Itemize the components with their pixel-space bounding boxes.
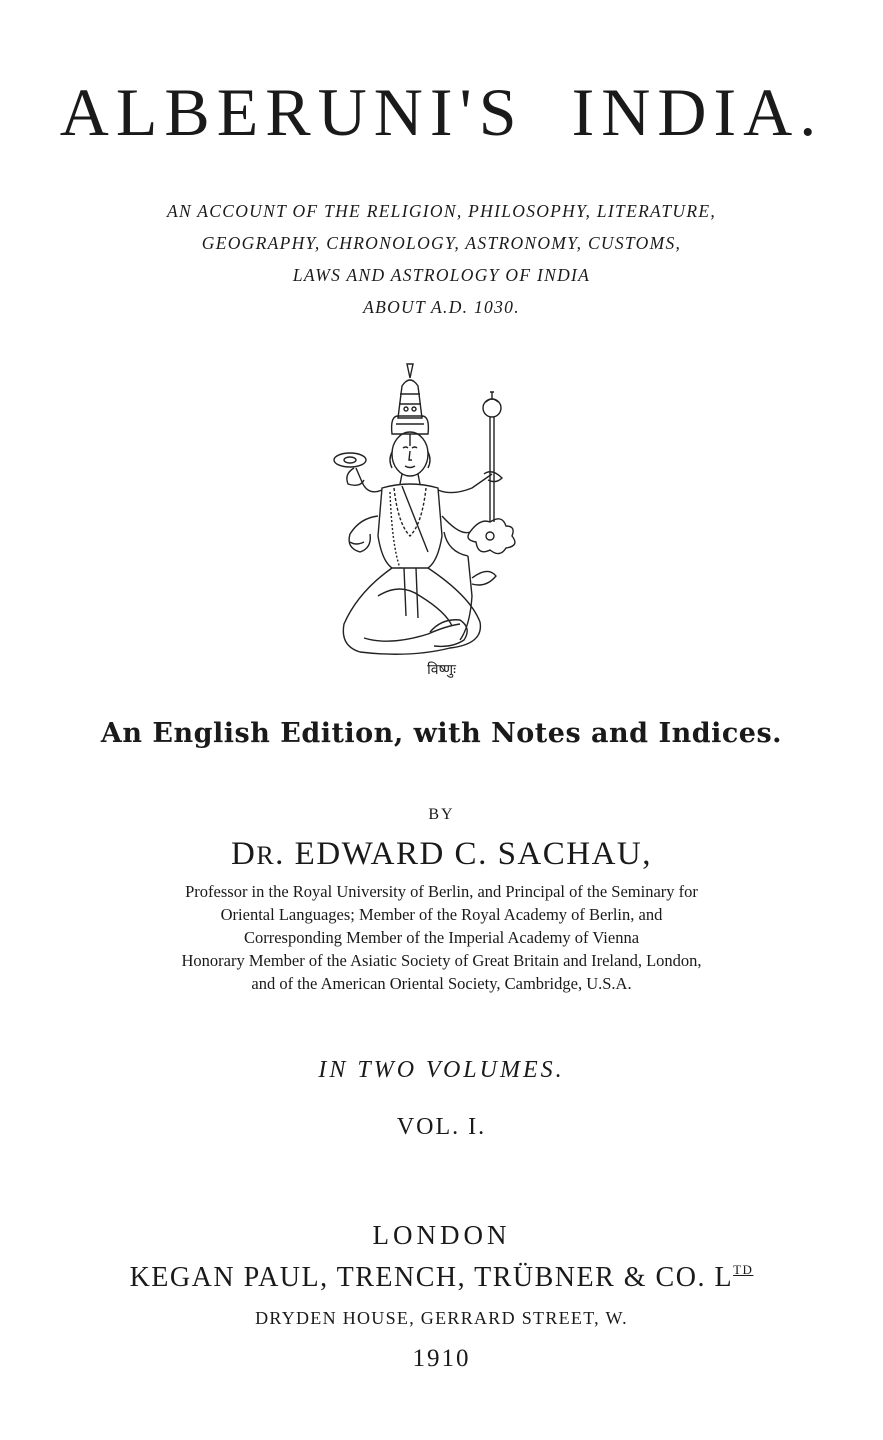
title-word-alberunis: ALBERUNI'S bbox=[59, 74, 524, 150]
subtitle-line-3: LAWS AND ASTROLOGY OF INDIA bbox=[292, 265, 591, 285]
volume-number: VOL. I. bbox=[396, 1114, 487, 1140]
subtitle-line-2: GEOGRAPHY, CHRONOLOGY, ASTRONOMY, CUSTOMS, bbox=[201, 233, 682, 253]
book-title bbox=[0, 72, 883, 152]
author-prefix-r: R bbox=[256, 841, 276, 870]
illustration-caption: विष्णुः bbox=[427, 662, 456, 678]
publisher-suffix: TD bbox=[733, 1262, 754, 1277]
publisher-main: KEGAN PAUL, TRENCH, TRÜBNER & CO. L bbox=[129, 1262, 734, 1293]
affiliation-line-4: Honorary Member of the Asiatic Society of Great Britain and Ireland, London, bbox=[181, 951, 702, 970]
affiliation-line-1: Professor in the Royal University of Berlin, and Principal of the Seminary for bbox=[185, 882, 698, 901]
volumes-note: IN TWO VOLUMES. bbox=[318, 1057, 565, 1083]
affiliation-line-2: Oriental Languages; Member of the Royal Academy of Berlin, and bbox=[220, 905, 663, 924]
affiliation-line-5: and of the American Oriental Society, Cambridge, U.S.A. bbox=[251, 974, 632, 993]
publication-city: LONDON bbox=[372, 1220, 511, 1250]
author-prefix-d: D bbox=[230, 836, 257, 872]
publisher-name bbox=[0, 1262, 883, 1294]
publication-year: 1910 bbox=[412, 1345, 471, 1372]
subtitle-line-4: ABOUT A.D. 1030. bbox=[363, 297, 520, 317]
author-name bbox=[0, 836, 883, 873]
seated-vishnu-illustration bbox=[320, 356, 560, 686]
publisher-address: DRYDEN HOUSE, GERRARD STREET, W. bbox=[255, 1308, 628, 1328]
subtitle-line-1: AN ACCOUNT OF THE RELIGION, PHILOSOPHY, LITERATURE, bbox=[166, 201, 717, 221]
edition-line: An English Edition, with Notes and Indices. bbox=[100, 718, 783, 749]
title-word-india: INDIA. bbox=[571, 74, 824, 150]
by-label: BY bbox=[428, 806, 455, 823]
author-fullname: . EDWARD C. SACHAU, bbox=[275, 836, 653, 872]
affiliation-line-3: Corresponding Member of the Imperial Academy of Vienna bbox=[243, 928, 640, 947]
